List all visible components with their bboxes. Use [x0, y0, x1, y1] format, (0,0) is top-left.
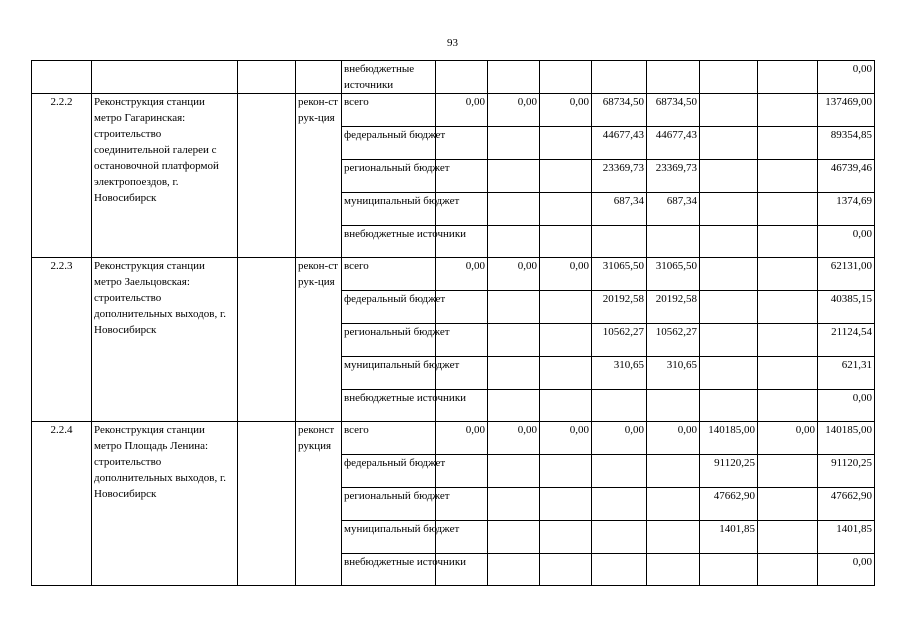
value-cell: [488, 521, 540, 554]
code-cell: [32, 61, 92, 94]
value-cell: [700, 357, 758, 390]
value-cell: [488, 127, 540, 160]
value-cell: 0,00: [488, 94, 540, 127]
name-cell: Реконструкция станции метро Заельцовская: строительство дополнительных выходов, г. Новосибирск: [92, 258, 238, 422]
table-row: [32, 94, 875, 127]
total-cell: 62131,00: [818, 258, 875, 291]
total-cell: 0,00: [818, 390, 875, 422]
value-cell: [540, 554, 592, 586]
value-cell: [488, 291, 540, 324]
value-cell: [488, 554, 540, 586]
total-cell: 89354,85: [818, 127, 875, 160]
value-cell: 91120,25: [700, 455, 758, 488]
value-cell: [700, 160, 758, 193]
value-cell: [700, 226, 758, 258]
value-cell: 0,00: [758, 422, 818, 455]
type-cell: рекон-струк-ция: [296, 258, 342, 422]
table-row: [32, 258, 875, 291]
value-cell: [540, 291, 592, 324]
code-cell: 2.2.3: [32, 258, 92, 422]
value-cell: [540, 127, 592, 160]
value-cell: [540, 324, 592, 357]
value-cell: [647, 554, 700, 586]
value-cell: 0,00: [436, 94, 488, 127]
value-cell: [700, 193, 758, 226]
value-cell: [758, 258, 818, 291]
total-cell: 0,00: [818, 61, 875, 94]
source-cell: муниципальный бюджет: [342, 521, 436, 554]
value-cell: 687,34: [647, 193, 700, 226]
value-cell: [758, 127, 818, 160]
page-number: 93: [447, 37, 458, 49]
value-cell: [758, 61, 818, 94]
value-cell: 31065,50: [647, 258, 700, 291]
value-cell: 0,00: [647, 422, 700, 455]
value-cell: [758, 357, 818, 390]
table-row: [32, 422, 875, 455]
value-cell: [592, 488, 647, 521]
total-cell: 21124,54: [818, 324, 875, 357]
value-cell: [592, 390, 647, 422]
source-cell: всего: [342, 94, 436, 127]
value-cell: [540, 357, 592, 390]
value-cell: [647, 226, 700, 258]
value-cell: [540, 160, 592, 193]
source-cell: региональный бюджет: [342, 488, 436, 521]
value-cell: [488, 488, 540, 521]
value-cell: [592, 455, 647, 488]
value-cell: [436, 61, 488, 94]
source-cell: внебюджетные источники: [342, 226, 436, 258]
value-cell: [488, 193, 540, 226]
value-cell: 140185,00: [700, 422, 758, 455]
value-cell: [700, 291, 758, 324]
value-cell: [758, 390, 818, 422]
empty-cell: [238, 422, 296, 586]
value-cell: 0,00: [592, 422, 647, 455]
value-cell: [647, 390, 700, 422]
empty-cell: [238, 258, 296, 422]
value-cell: [700, 258, 758, 291]
value-cell: 1401,85: [700, 521, 758, 554]
type-cell: реконструкция: [296, 422, 342, 586]
value-cell: [592, 61, 647, 94]
value-cell: [540, 193, 592, 226]
value-cell: [700, 390, 758, 422]
value-cell: [592, 226, 647, 258]
budget-table: [31, 60, 875, 586]
value-cell: 687,34: [592, 193, 647, 226]
source-cell: внебюджетные источники: [342, 390, 436, 422]
value-cell: [700, 324, 758, 357]
value-cell: 68734,50: [592, 94, 647, 127]
total-cell: 1374,69: [818, 193, 875, 226]
total-cell: 40385,15: [818, 291, 875, 324]
value-cell: 31065,50: [592, 258, 647, 291]
total-cell: 91120,25: [818, 455, 875, 488]
value-cell: [647, 521, 700, 554]
source-cell: всего: [342, 258, 436, 291]
total-cell: 1401,85: [818, 521, 875, 554]
source-cell: федеральный бюджет: [342, 127, 436, 160]
value-cell: [592, 554, 647, 586]
value-cell: [758, 160, 818, 193]
value-cell: 0,00: [488, 258, 540, 291]
value-cell: 68734,50: [647, 94, 700, 127]
source-cell: внебюджетные источники: [342, 554, 436, 586]
value-cell: 23369,73: [647, 160, 700, 193]
value-cell: [540, 226, 592, 258]
type-cell: [296, 61, 342, 94]
value-cell: [488, 160, 540, 193]
value-cell: [758, 226, 818, 258]
total-cell: 47662,90: [818, 488, 875, 521]
value-cell: 310,65: [592, 357, 647, 390]
value-cell: [488, 357, 540, 390]
value-cell: [758, 455, 818, 488]
value-cell: [700, 94, 758, 127]
value-cell: 0,00: [436, 258, 488, 291]
total-cell: 0,00: [818, 226, 875, 258]
source-cell: региональный бюджет: [342, 324, 436, 357]
source-cell: муниципальный бюджет: [342, 357, 436, 390]
value-cell: 10562,27: [647, 324, 700, 357]
source-cell: всего: [342, 422, 436, 455]
value-cell: [488, 390, 540, 422]
value-cell: 10562,27: [592, 324, 647, 357]
value-cell: 0,00: [488, 422, 540, 455]
empty-cell: [238, 94, 296, 258]
table-row: [32, 61, 875, 94]
value-cell: [700, 127, 758, 160]
name-cell: Реконструкция станции метро Площадь Ленина: строительство дополнительных выходов, г. Новосибирск: [92, 422, 238, 586]
source-cell: федеральный бюджет: [342, 291, 436, 324]
value-cell: [540, 521, 592, 554]
value-cell: 23369,73: [592, 160, 647, 193]
total-cell: 140185,00: [818, 422, 875, 455]
value-cell: [700, 61, 758, 94]
value-cell: 0,00: [540, 258, 592, 291]
source-cell: федеральный бюджет: [342, 455, 436, 488]
total-cell: 137469,00: [818, 94, 875, 127]
value-cell: 0,00: [436, 422, 488, 455]
value-cell: [540, 488, 592, 521]
source-cell: муниципальный бюджет: [342, 193, 436, 226]
value-cell: [488, 226, 540, 258]
name-cell: Реконструкция станции метро Гагаринская: строительство соединительной галереи с остановочной платформой электропоездов, г. Новосибирск: [92, 94, 238, 258]
value-cell: 47662,90: [700, 488, 758, 521]
total-cell: 621,31: [818, 357, 875, 390]
value-cell: [647, 455, 700, 488]
value-cell: [758, 554, 818, 586]
value-cell: [758, 193, 818, 226]
value-cell: [758, 291, 818, 324]
value-cell: [647, 488, 700, 521]
name-cell: [92, 61, 238, 94]
value-cell: [540, 455, 592, 488]
value-cell: [488, 61, 540, 94]
value-cell: [758, 324, 818, 357]
total-cell: 0,00: [818, 554, 875, 586]
value-cell: [488, 324, 540, 357]
value-cell: [700, 554, 758, 586]
value-cell: 0,00: [540, 94, 592, 127]
value-cell: 44677,43: [647, 127, 700, 160]
code-cell: 2.2.4: [32, 422, 92, 586]
value-cell: 20192,58: [592, 291, 647, 324]
value-cell: [758, 488, 818, 521]
value-cell: 0,00: [540, 422, 592, 455]
value-cell: [592, 521, 647, 554]
value-cell: 310,65: [647, 357, 700, 390]
value-cell: [758, 94, 818, 127]
source-cell: внебюджетные источники: [342, 61, 436, 94]
value-cell: 20192,58: [647, 291, 700, 324]
value-cell: [758, 521, 818, 554]
total-cell: 46739,46: [818, 160, 875, 193]
source-cell: региональный бюджет: [342, 160, 436, 193]
value-cell: 44677,43: [592, 127, 647, 160]
code-cell: 2.2.2: [32, 94, 92, 258]
value-cell: [647, 61, 700, 94]
value-cell: [540, 61, 592, 94]
empty-cell: [238, 61, 296, 94]
type-cell: рекон-струк-ция: [296, 94, 342, 258]
value-cell: [488, 455, 540, 488]
value-cell: [540, 390, 592, 422]
